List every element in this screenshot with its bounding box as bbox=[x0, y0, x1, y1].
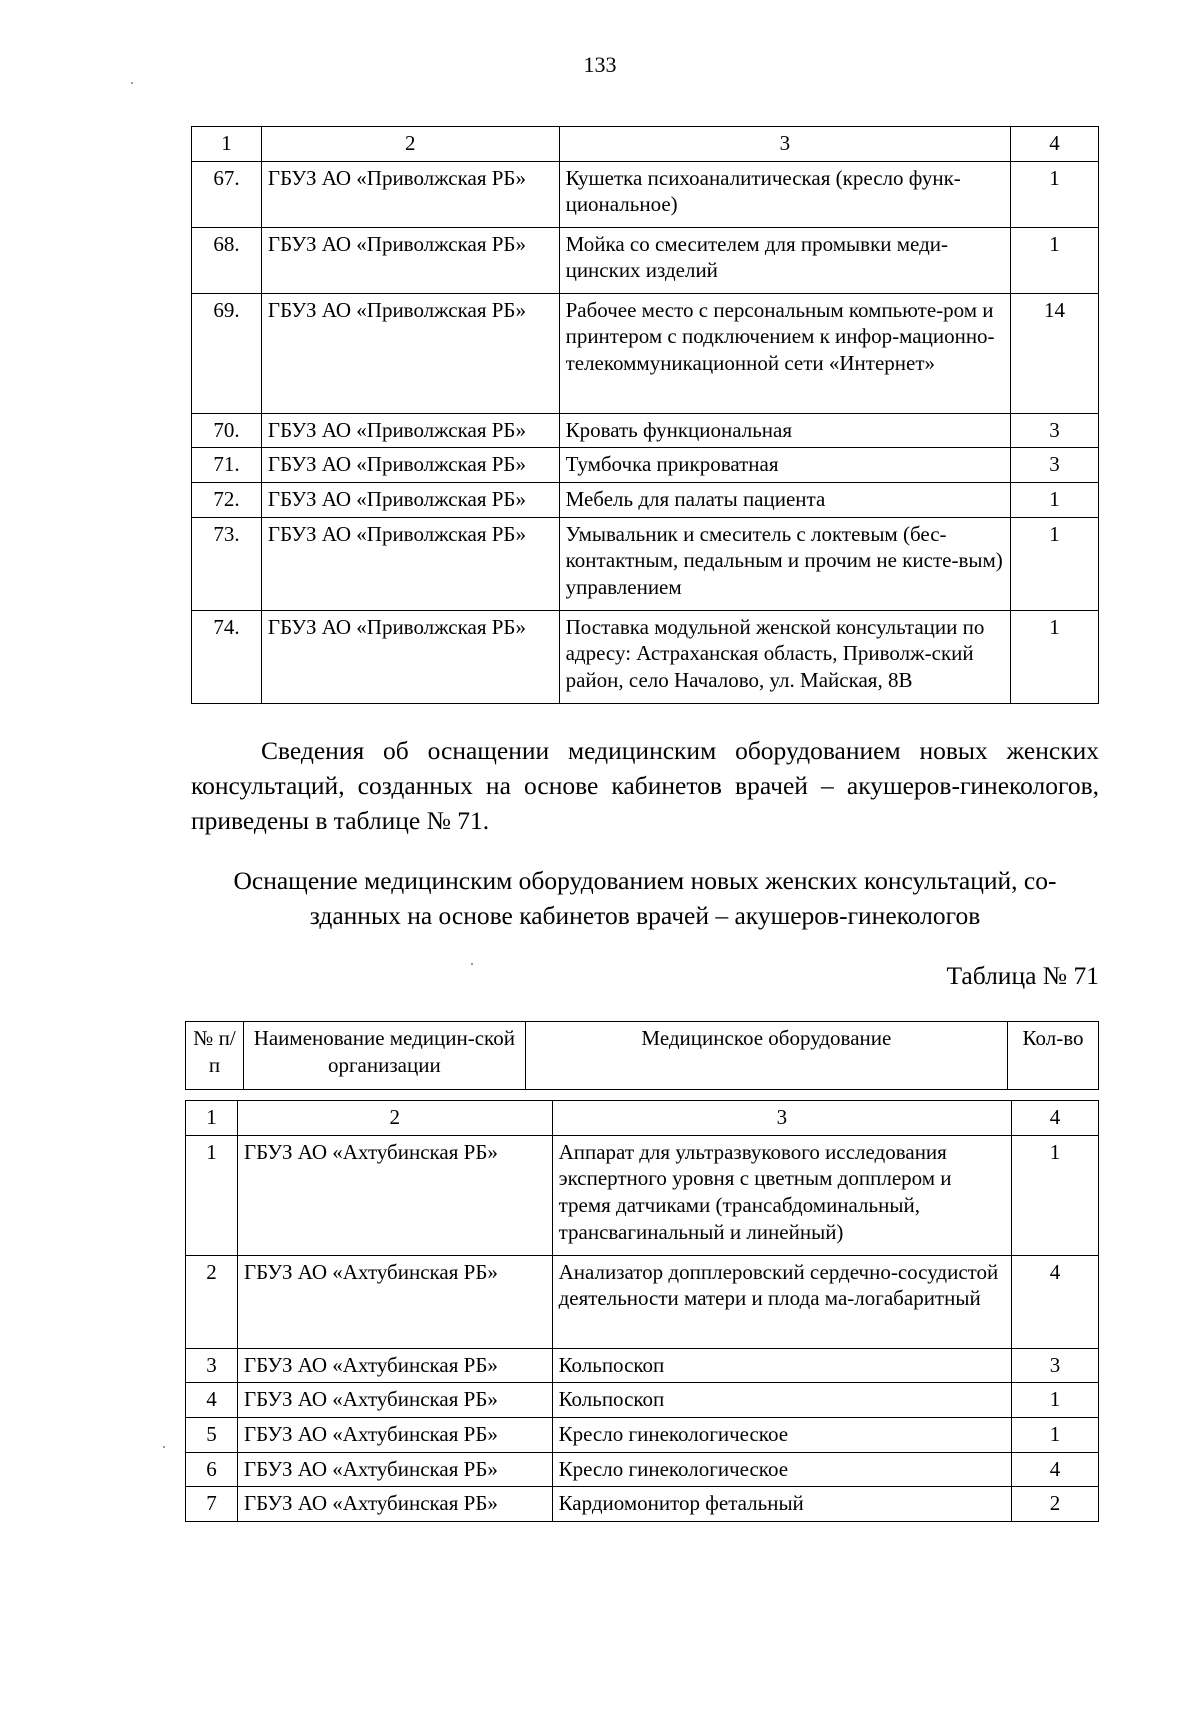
column-number-cell: 2 bbox=[261, 127, 559, 162]
row-number: 68. bbox=[192, 227, 262, 293]
table-row bbox=[186, 1383, 1099, 1418]
organization-name: ГБУЗ АО «Ахтубинская РБ» bbox=[237, 1255, 552, 1348]
column-number-cell: 4 bbox=[1012, 1101, 1099, 1136]
organization-name: ГБУЗ АО «Приволжская РБ» bbox=[261, 293, 559, 413]
organization-name: ГБУЗ АО «Ахтубинская РБ» bbox=[237, 1348, 552, 1383]
equipment-name: Кардиомонитор фетальный bbox=[552, 1487, 1012, 1522]
table-row bbox=[192, 161, 1099, 227]
quantity: 4 bbox=[1012, 1255, 1099, 1348]
row-number: 69. bbox=[192, 293, 262, 413]
column-number-cell: 4 bbox=[1011, 127, 1099, 162]
equipment-name: Анализатор допплеровский сердечно-сосудистой деятельности матери и плода ма-логабаритный bbox=[552, 1255, 1012, 1348]
row-number: 71. bbox=[192, 448, 262, 483]
scan-artifact bbox=[471, 963, 473, 965]
equipment-name: Мебель для палаты пациента bbox=[559, 482, 1011, 517]
header-row bbox=[186, 1022, 1099, 1090]
table-row bbox=[192, 293, 1099, 413]
quantity: 1 bbox=[1011, 482, 1099, 517]
organization-name: ГБУЗ АО «Ахтубинская РБ» bbox=[237, 1383, 552, 1418]
header-organization: Наименование медицин-ской организации bbox=[243, 1022, 525, 1090]
header-number: № п/п bbox=[186, 1022, 244, 1090]
table-caption: Таблица № 71 bbox=[946, 961, 1099, 990]
quantity: 3 bbox=[1012, 1348, 1099, 1383]
equipment-name: Мойка со смесителем для промывки меди-цинских изделий bbox=[559, 227, 1011, 293]
quantity: 3 bbox=[1011, 413, 1099, 448]
row-number: 3 bbox=[186, 1348, 238, 1383]
row-number: 7 bbox=[186, 1487, 238, 1522]
quantity: 1 bbox=[1011, 517, 1099, 610]
equipment-name: Кровать функциональная bbox=[559, 413, 1011, 448]
quantity: 1 bbox=[1012, 1417, 1099, 1452]
quantity: 4 bbox=[1012, 1452, 1099, 1487]
organization-name: ГБУЗ АО «Ахтубинская РБ» bbox=[237, 1135, 552, 1255]
column-number-cell: 3 bbox=[559, 127, 1011, 162]
row-number: 6 bbox=[186, 1452, 238, 1487]
column-number-row bbox=[186, 1101, 1099, 1136]
table-71-header bbox=[185, 1021, 1099, 1090]
table-row bbox=[192, 227, 1099, 293]
column-number-cell: 3 bbox=[552, 1101, 1012, 1136]
organization-name: ГБУЗ АО «Приволжская РБ» bbox=[261, 610, 559, 703]
organization-name: ГБУЗ АО «Приволжская РБ» bbox=[261, 161, 559, 227]
organization-name: ГБУЗ АО «Ахтубинская РБ» bbox=[237, 1452, 552, 1487]
organization-name: ГБУЗ АО «Приволжская РБ» bbox=[261, 227, 559, 293]
equipment-name: Кресло гинекологическое bbox=[552, 1417, 1012, 1452]
body-paragraph: Сведения об оснащении медицинским оборудованием новых женских консультаций, созданных на основе кабинетов врачей – акушеров-гинекологов, приведены в таблице № 71. bbox=[191, 736, 1099, 835]
row-number: 67. bbox=[192, 161, 262, 227]
table-row bbox=[186, 1135, 1099, 1255]
row-number: 2 bbox=[186, 1255, 238, 1348]
equipment-name: Умывальник и смеситель с локтевым (бес-контактным, педальным и прочим не кисте-вым) управлением bbox=[559, 517, 1011, 610]
organization-name: ГБУЗ АО «Приволжская РБ» bbox=[261, 517, 559, 610]
equipment-table-continued bbox=[191, 126, 1099, 704]
scan-artifact bbox=[131, 82, 133, 84]
column-number-cell: 1 bbox=[192, 127, 262, 162]
table-row bbox=[186, 1452, 1099, 1487]
row-number: 5 bbox=[186, 1417, 238, 1452]
organization-name: ГБУЗ АО «Ахтубинская РБ» bbox=[237, 1487, 552, 1522]
equipment-name: Кольпоскоп bbox=[552, 1383, 1012, 1418]
table-row bbox=[186, 1255, 1099, 1348]
organization-name: ГБУЗ АО «Приволжская РБ» bbox=[261, 413, 559, 448]
equipment-name: Кольпоскоп bbox=[552, 1348, 1012, 1383]
equipment-name: Рабочее место с персональным компьюте-ром и принтером с подключением к инфор-мационно-телекоммуникационной сети «Интернет» bbox=[559, 293, 1011, 413]
row-number: 1 bbox=[186, 1135, 238, 1255]
header-equipment: Медицинское оборудование bbox=[525, 1022, 1007, 1090]
row-number: 4 bbox=[186, 1383, 238, 1418]
row-number: 70. bbox=[192, 413, 262, 448]
organization-name: ГБУЗ АО «Приволжская РБ» bbox=[261, 482, 559, 517]
column-number-row bbox=[192, 127, 1099, 162]
equipment-name: Поставка модульной женской консультации по адресу: Астраханская область, Приволж-ский район, село Началово, ул. Майская, 8В bbox=[559, 610, 1011, 703]
row-number: 74. bbox=[192, 610, 262, 703]
table-row bbox=[192, 610, 1099, 703]
quantity: 1 bbox=[1011, 610, 1099, 703]
equipment-name: Тумбочка прикроватная bbox=[559, 448, 1011, 483]
equipment-name: Кресло гинекологическое bbox=[552, 1452, 1012, 1487]
organization-name: ГБУЗ АО «Ахтубинская РБ» bbox=[237, 1417, 552, 1452]
table-71 bbox=[185, 1100, 1099, 1522]
table-heading: Оснащение медицинским оборудованием новых женских консультаций, со-зданных на основе кабинетов врачей – акушеров-гинекологов bbox=[233, 866, 1057, 930]
table-row bbox=[192, 517, 1099, 610]
quantity: 1 bbox=[1012, 1383, 1099, 1418]
table-row bbox=[192, 413, 1099, 448]
quantity: 2 bbox=[1012, 1487, 1099, 1522]
column-number-cell: 2 bbox=[237, 1101, 552, 1136]
row-number: 73. bbox=[192, 517, 262, 610]
column-number-cell: 1 bbox=[186, 1101, 238, 1136]
quantity: 1 bbox=[1011, 227, 1099, 293]
table-row bbox=[186, 1348, 1099, 1383]
table-row bbox=[186, 1417, 1099, 1452]
quantity: 3 bbox=[1011, 448, 1099, 483]
table-row bbox=[186, 1487, 1099, 1522]
table-row bbox=[192, 482, 1099, 517]
organization-name: ГБУЗ АО «Приволжская РБ» bbox=[261, 448, 559, 483]
scan-artifact bbox=[163, 1446, 165, 1448]
equipment-name: Аппарат для ультразвукового исследования экспертного уровня с цветным допплером и тремя датчиками (трансабдоминальный, трансвагинальный и линейный) bbox=[552, 1135, 1012, 1255]
equipment-name: Кушетка психоаналитическая (кресло функ-циональное) bbox=[559, 161, 1011, 227]
header-quantity: Кол-во bbox=[1008, 1022, 1099, 1090]
quantity: 1 bbox=[1012, 1135, 1099, 1255]
table-row bbox=[192, 448, 1099, 483]
quantity: 14 bbox=[1011, 293, 1099, 413]
row-number: 72. bbox=[192, 482, 262, 517]
quantity: 1 bbox=[1011, 161, 1099, 227]
page-number: 133 bbox=[583, 52, 617, 77]
